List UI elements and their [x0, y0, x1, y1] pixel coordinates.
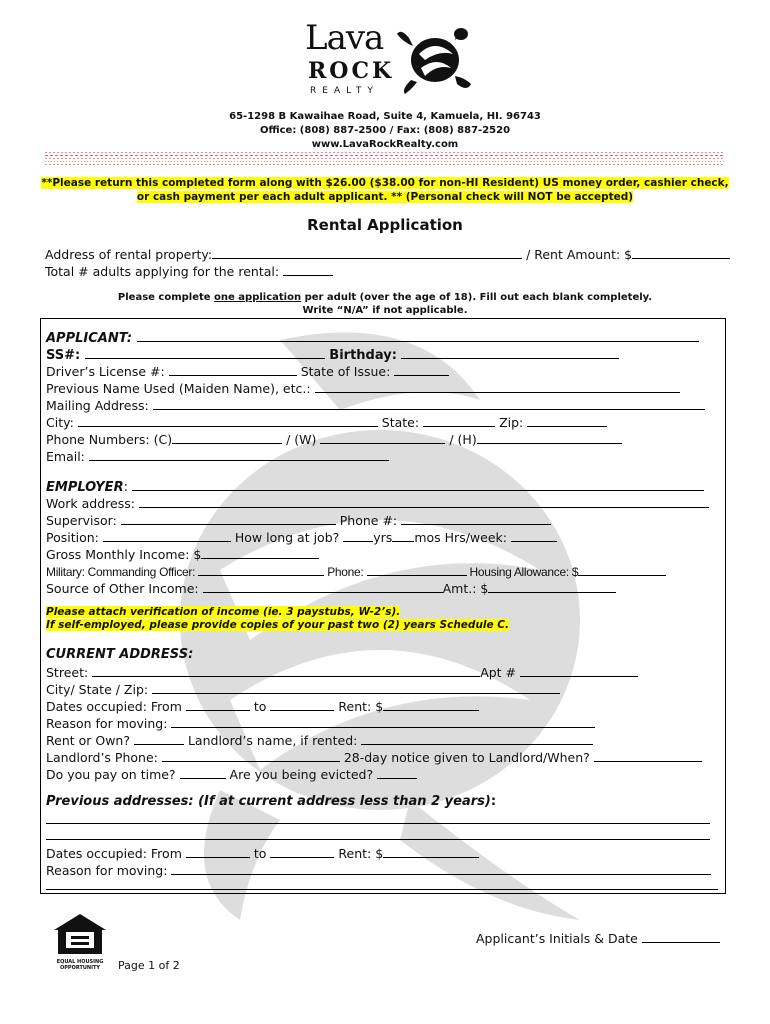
payment-notice — [0, 176, 770, 204]
dates-from-label: Dates occupied: From — [46, 699, 182, 714]
state-field[interactable] — [423, 414, 495, 427]
phones-row — [46, 431, 622, 447]
birthday-field[interactable] — [401, 346, 619, 359]
landlord-phone-row — [46, 749, 702, 765]
prev-reason-row — [46, 862, 711, 878]
csz-label: City/ State / Zip: — [46, 682, 149, 697]
adults-label: Total # adults applying for the rental: — [45, 264, 280, 279]
employer-row — [46, 478, 704, 495]
current-heading: CURRENT ADDRESS: — [46, 647, 194, 662]
applicant-row — [46, 329, 699, 346]
dates-row — [46, 698, 479, 714]
instructions — [0, 291, 770, 317]
on-time-label: Do you pay on time? — [46, 767, 176, 782]
ssn-label: SS#: — [46, 348, 81, 363]
city-field[interactable] — [78, 414, 378, 427]
landlord-name-label: Landlord’s name, if rented: — [187, 733, 358, 748]
supervisor-phone-field[interactable] — [401, 512, 551, 525]
prev-dates-from-field[interactable] — [186, 845, 250, 858]
turtle-icon — [395, 20, 475, 96]
license-field[interactable] — [169, 363, 297, 376]
applicant-field[interactable] — [137, 329, 699, 342]
applicant-heading: APPLICANT: — [46, 331, 133, 346]
military-label: Military: Commanding Officer: — [46, 565, 196, 579]
street-label: Street: — [46, 665, 89, 680]
reason-row — [46, 715, 595, 731]
verification-line1 — [46, 606, 400, 618]
state-issue-label: State of Issue: — [300, 364, 391, 379]
hrs-label: Hrs/week: — [444, 530, 507, 545]
license-label: Driver’s License #: — [46, 364, 165, 379]
reason-label: Reason for moving: — [46, 716, 168, 731]
initials-row — [476, 930, 720, 946]
verification-text2: If self-employed, please provide copies of your past two (2) years Schedule C. — [46, 619, 509, 631]
phone-cell-field[interactable] — [172, 431, 282, 444]
notice-label: 28-day notice given to Landlord/When? — [343, 750, 590, 765]
prev-rent-field[interactable] — [383, 845, 479, 858]
birthday-label: Birthday: — [329, 348, 397, 363]
verification-line2 — [46, 619, 509, 631]
instructions-post: per adult (over the age of 18). Fill out each blank completely. — [301, 292, 653, 303]
rent-amount-field[interactable] — [632, 246, 730, 259]
yrs-label: yrs — [373, 530, 393, 545]
prev-rent-label: Rent: $ — [338, 846, 384, 861]
instructions-line2: Write “N/A” if not applicable. — [302, 305, 468, 316]
prev-reason-line-2[interactable] — [46, 889, 718, 890]
instructions-pre: Please complete — [117, 292, 215, 303]
verification-text1: Please attach verification of income (ie. 3 paystubs, W-2’s). — [46, 606, 401, 618]
position-row — [46, 529, 557, 545]
supervisor-row — [46, 512, 551, 528]
work-address-label: Work address: — [46, 496, 135, 511]
initials-label: Applicant’s Initials & Date — [476, 931, 638, 946]
zip-field[interactable] — [527, 414, 607, 427]
phone-cell-label: Phone Numbers: (C) — [46, 432, 173, 447]
on-time-field[interactable] — [180, 766, 226, 779]
phone-work-label: / (W) — [286, 432, 317, 447]
state-label: State: — [381, 415, 420, 430]
initials-field[interactable] — [642, 930, 720, 943]
apt-field[interactable] — [520, 664, 638, 677]
eho-text1: EQUAL HOUSING — [56, 959, 104, 965]
years-field[interactable] — [343, 529, 373, 542]
other-income-row — [46, 580, 616, 596]
prev-dates-to-label: to — [253, 846, 267, 861]
prev-name-label: Previous Name Used (Maiden Name), etc.: — [46, 381, 311, 396]
logo-line2: ROCK — [308, 58, 395, 84]
military-row — [46, 563, 666, 579]
equal-housing-logo — [50, 912, 110, 972]
position-field[interactable] — [103, 529, 231, 542]
dates-to-field[interactable] — [270, 698, 334, 711]
page-number: Page 1 of 2 — [118, 959, 180, 972]
prev-name-row — [46, 380, 680, 396]
email-row — [46, 448, 389, 464]
income-field[interactable] — [201, 546, 319, 559]
city-label: City: — [46, 415, 74, 430]
amt-label: Amt.: $ — [442, 581, 489, 596]
dates-from-field[interactable] — [186, 698, 250, 711]
office-phone: Office: (808) 887-2500 / Fax: (808) 887-2520 — [259, 125, 511, 136]
mailing-field[interactable] — [153, 397, 705, 410]
rent-own-field[interactable] — [134, 732, 184, 745]
adults-field[interactable] — [283, 263, 333, 276]
landlord-name-field[interactable] — [361, 732, 593, 745]
prev-dates-row — [46, 845, 479, 861]
payment-notice-line2: or cash payment per each adult applicant. ** (Personal check will NOT be accepted) — [136, 191, 634, 203]
prev-name-field[interactable] — [315, 380, 680, 393]
logo-line1: Lava — [305, 18, 384, 58]
rent-own-label: Rent or Own? — [46, 733, 130, 748]
office-website[interactable]: www.LavaRockRealty.com — [311, 139, 459, 150]
dates-to-label: to — [253, 699, 267, 714]
rental-address-row — [45, 246, 730, 262]
previous-heading-row — [46, 794, 496, 809]
previous-heading: Previous addresses: (If at current address less than 2 years) — [46, 794, 491, 809]
apt-label: Apt # — [480, 665, 517, 680]
how-long-label: How long at job? — [234, 530, 340, 545]
supervisor-field[interactable] — [121, 512, 336, 525]
csz-row — [46, 681, 560, 697]
city-row — [46, 414, 607, 430]
phone-home-field[interactable] — [477, 431, 622, 444]
mos-label: mos — [414, 530, 441, 545]
amt-field[interactable] — [488, 580, 616, 593]
phone-work-field[interactable] — [320, 431, 445, 444]
other-income-field[interactable] — [203, 580, 443, 593]
email-label: Email: — [46, 449, 85, 464]
military-phone-field[interactable] — [367, 563, 467, 576]
reason-field[interactable] — [171, 715, 595, 728]
work-address-field[interactable] — [139, 495, 709, 508]
adults-row — [45, 263, 333, 279]
office-address: 65-1298 B Kawaihae Road, Suite 4, Kamuela, HI. 96743 — [229, 111, 541, 122]
rental-address-field[interactable] — [212, 246, 522, 259]
position-label: Position: — [46, 530, 99, 545]
employer-field[interactable] — [132, 478, 704, 491]
other-income-label: Source of Other Income: — [46, 581, 199, 596]
zip-label: Zip: — [499, 415, 524, 430]
email-field[interactable] — [89, 448, 389, 461]
eho-text2: OPPORTUNITY — [59, 965, 100, 971]
prev-reason-field[interactable] — [171, 862, 711, 875]
prev-reason-label: Reason for moving: — [46, 863, 168, 878]
ssn-row — [46, 346, 619, 363]
rent-amount-label: / Rent Amount: $ — [526, 247, 633, 262]
rent-own-row — [46, 732, 593, 748]
logo-line3: REALTY — [310, 86, 379, 96]
hrs-field[interactable] — [511, 529, 557, 542]
state-issue-field[interactable] — [394, 363, 449, 376]
employer-heading: EMPLOYER — [46, 480, 124, 495]
prev-dates-to-field[interactable] — [270, 845, 334, 858]
current-rent-label: Rent: $ — [338, 699, 384, 714]
previous-line-2[interactable] — [46, 839, 710, 840]
income-label: Gross Monthly Income: $ — [46, 547, 202, 562]
mailing-label: Mailing Address: — [46, 398, 149, 413]
previous-colon: : — [490, 794, 497, 809]
current-rent-field[interactable] — [383, 698, 479, 711]
evicted-field[interactable] — [377, 766, 417, 779]
equal-housing-icon — [52, 912, 108, 956]
notice-field[interactable] — [594, 749, 702, 762]
income-row — [46, 546, 319, 562]
license-row — [46, 363, 449, 379]
page-title: Rental Application — [307, 216, 463, 234]
military-phone-label: Phone: — [327, 565, 364, 579]
work-address-row — [46, 495, 709, 511]
months-field[interactable] — [392, 529, 414, 542]
previous-line-1[interactable] — [46, 823, 710, 824]
employer-colon: : — [123, 480, 128, 495]
street-row — [46, 664, 638, 680]
landlord-phone-field[interactable] — [162, 749, 340, 762]
ssn-field[interactable] — [85, 346, 325, 359]
payment-notice-line1: **Please return this completed form along with $26.00 ($38.00 for non-HI Resident) US money order, cashier check, — [41, 177, 729, 189]
housing-label: Housing Allowance: $ — [469, 565, 579, 579]
rental-address-label: Address of rental property: — [45, 247, 213, 262]
logo — [300, 18, 480, 110]
instructions-underlined: one application — [214, 292, 302, 303]
decorative-stripes — [45, 152, 725, 170]
csz-field[interactable] — [152, 681, 560, 694]
prev-dates-from-label: Dates occupied: From — [46, 846, 182, 861]
on-time-row — [46, 766, 417, 782]
mailing-row — [46, 397, 705, 413]
street-field[interactable] — [92, 664, 480, 677]
supervisor-phone-label: Phone #: — [339, 513, 398, 528]
landlord-phone-label: Landlord’s Phone: — [46, 750, 158, 765]
phone-home-label: / (H) — [449, 432, 477, 447]
evicted-label: Are you being evicted? — [229, 767, 374, 782]
supervisor-label: Supervisor: — [46, 513, 117, 528]
commanding-officer-field[interactable] — [198, 563, 324, 576]
housing-field[interactable] — [578, 563, 666, 576]
